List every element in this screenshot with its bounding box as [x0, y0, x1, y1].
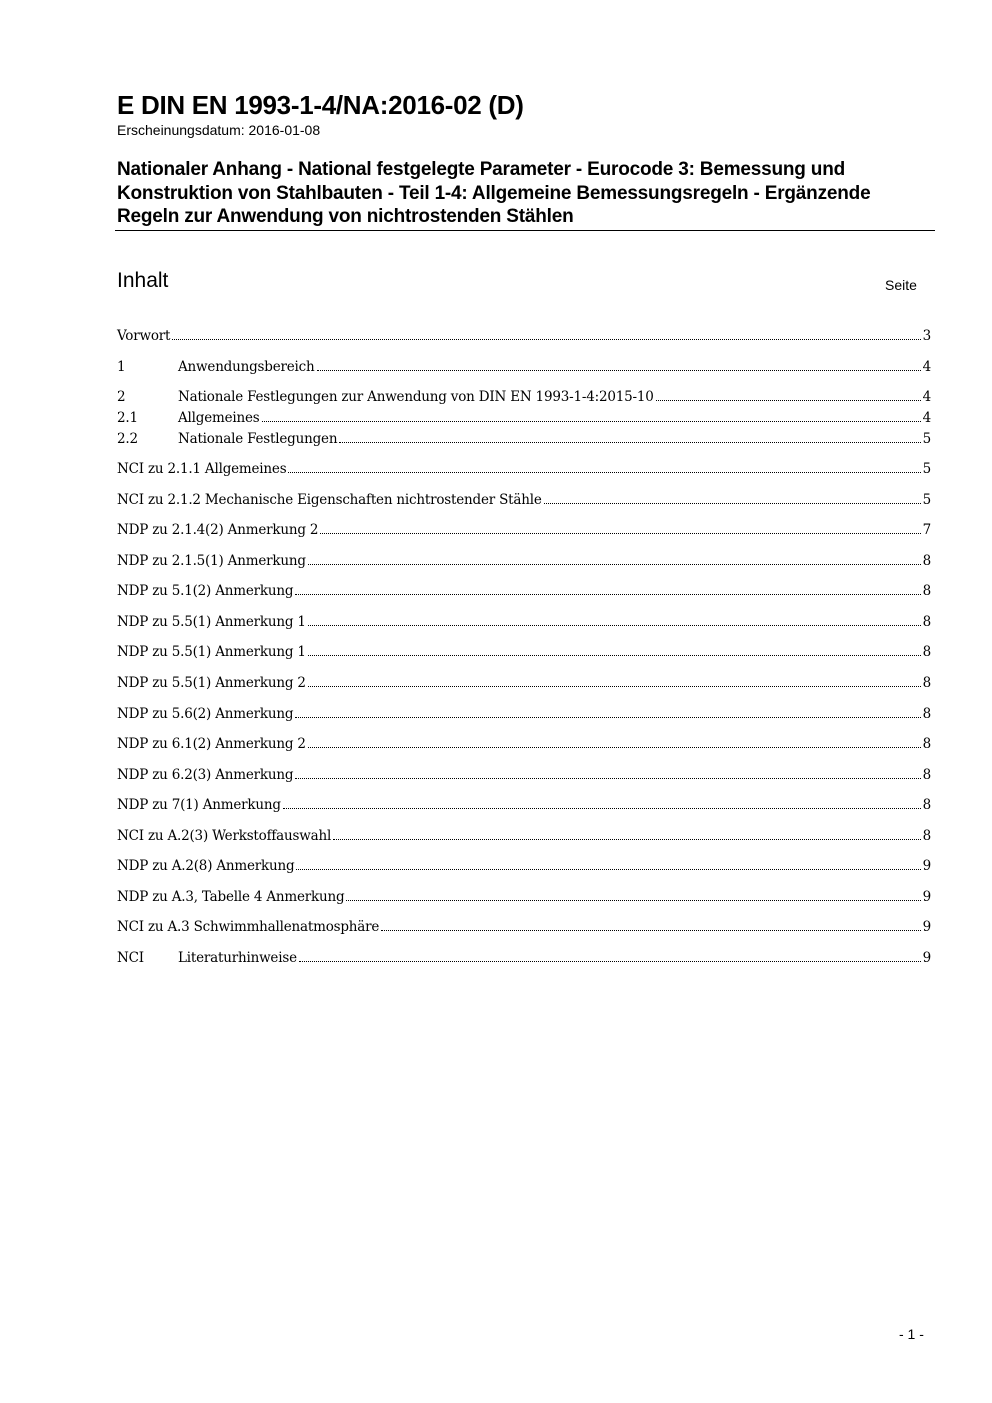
toc-leader: [296, 855, 920, 870]
toc-entry-title: NDP zu 6.1(2) Anmerkung 2: [117, 736, 306, 752]
toc-leader: [308, 641, 921, 656]
toc-entry[interactable]: [117, 579, 931, 599]
toc-entry-title: NDP zu 5.6(2) Anmerkung: [117, 706, 294, 722]
toc-leader: [288, 458, 920, 473]
title-divider: [115, 230, 935, 231]
toc-entry-number: 2: [117, 389, 126, 405]
toc-entry-title: Vorwort: [117, 328, 171, 344]
toc-leader: [308, 733, 921, 748]
toc-entry-page: 5: [922, 492, 931, 508]
toc-entry-page: 8: [922, 614, 931, 630]
toc-leader: [308, 550, 921, 565]
toc-entry[interactable]: [117, 763, 931, 783]
toc-leader: [262, 407, 921, 422]
toc-entry-title: NDP zu 5.1(2) Anmerkung: [117, 583, 294, 599]
toc-entry[interactable]: [117, 915, 931, 935]
toc-entry[interactable]: [117, 854, 931, 874]
toc-leader: [381, 916, 920, 931]
toc-leader: [308, 672, 921, 687]
toc-entry[interactable]: [117, 824, 931, 844]
toc-leader: [320, 519, 920, 534]
toc-entry-page: 8: [922, 644, 931, 660]
toc-entry[interactable]: [117, 518, 931, 538]
toc-entry-page: 5: [922, 461, 931, 477]
toc-entry[interactable]: [117, 732, 931, 752]
toc-entry-page: 8: [922, 675, 931, 691]
toc-leader: [317, 356, 921, 371]
publication-date: Erscheinungsdatum: 2016-01-08: [117, 122, 321, 138]
toc-entry-number: 1: [117, 359, 126, 375]
toc-leader: [299, 947, 921, 962]
toc-entry-page: 4: [922, 359, 931, 375]
toc-entry-page: 8: [922, 706, 931, 722]
toc-entry[interactable]: [117, 793, 931, 813]
toc-entry-title: NDP zu 5.5(1) Anmerkung 1: [117, 614, 306, 630]
toc-leader: [656, 386, 921, 401]
toc-entry[interactable]: [117, 610, 931, 630]
toc-entry-page: 5: [922, 431, 931, 447]
toc-entry-number: NCI: [117, 950, 144, 966]
toc-entry-title: NDP zu 2.1.5(1) Anmerkung: [117, 553, 306, 569]
toc-entry-title: NCI zu 2.1.1 Allgemeines: [117, 461, 287, 477]
toc-entry-title: NDP zu 5.5(1) Anmerkung 1: [117, 644, 306, 660]
toc-entry-page: 8: [922, 583, 931, 599]
toc-entry-page: 4: [922, 410, 931, 426]
toc-leader: [283, 794, 921, 809]
toc-entry[interactable]: [117, 324, 931, 344]
toc-entry-title: NCI zu A.3 Schwimmhallenatmosphäre: [117, 919, 380, 935]
toc-entry-page: 8: [922, 828, 931, 844]
toc-entry-number: 2.2: [117, 431, 138, 447]
toc-entry-title: Nationale Festlegungen: [178, 431, 338, 447]
toc-entry-page: 8: [922, 767, 931, 783]
toc-entry-title: Allgemeines: [178, 410, 260, 426]
toc-entry-number: 2.1: [117, 410, 138, 426]
toc-entry[interactable]: [117, 671, 931, 691]
toc-leader: [339, 428, 920, 443]
page-number: - 1 -: [899, 1326, 924, 1342]
toc-entry[interactable]: [117, 640, 931, 660]
toc-entry[interactable]: [117, 427, 931, 447]
toc-entry[interactable]: [117, 488, 931, 508]
toc-entry-page: 9: [922, 919, 931, 935]
toc-entry[interactable]: [117, 355, 931, 375]
toc-heading: Inhalt: [117, 269, 169, 292]
toc-entry-page: 3: [922, 328, 931, 344]
toc-entry-page: 8: [922, 797, 931, 813]
toc-leader: [295, 703, 920, 718]
toc-entry-title: NDP zu A.3, Tabelle 4 Anmerkung: [117, 889, 345, 905]
toc-entry-title: Literaturhinweise: [178, 950, 297, 966]
toc-entry[interactable]: [117, 457, 931, 477]
toc-entry-title: Anwendungsbereich: [178, 359, 315, 375]
toc-entry[interactable]: [117, 946, 931, 966]
toc-entry-title: NDP zu 2.1.4(2) Anmerkung 2: [117, 522, 319, 538]
toc-page-column-heading: Seite: [885, 277, 917, 293]
document-title: Nationaler Anhang - National festgelegte Parameter - Eurocode 3: Bemessung und Konstruktion von Stahlbauten - Teil 1-4: Allgemeine Bemessungsregeln - Ergänzende Regeln zur Anwendung von nichtrostenden Stählen: [117, 159, 871, 227]
toc-entry-page: 9: [922, 858, 931, 874]
toc-leader: [544, 489, 921, 504]
toc-entry-page: 9: [922, 950, 931, 966]
toc-entry-page: 8: [922, 553, 931, 569]
toc-entry-title: Nationale Festlegungen zur Anwendung von DIN EN 1993-1-4:2015-10: [178, 389, 654, 405]
toc-leader: [295, 580, 920, 595]
toc-leader: [346, 886, 920, 901]
toc-entry[interactable]: [117, 549, 931, 569]
toc-entry[interactable]: [117, 406, 931, 426]
toc-leader: [308, 611, 921, 626]
toc-entry-page: 4: [922, 389, 931, 405]
toc-entry-page: 7: [922, 522, 931, 538]
toc-entry[interactable]: [117, 702, 931, 722]
toc-leader: [295, 764, 920, 779]
toc-entry-title: NDP zu A.2(8) Anmerkung: [117, 858, 295, 874]
toc-leader: [333, 825, 921, 840]
toc-entry[interactable]: [117, 385, 931, 405]
toc-entry-page: 9: [922, 889, 931, 905]
toc-entry-title: NCI zu A.2(3) Werkstoffauswahl: [117, 828, 332, 844]
toc-entry[interactable]: [117, 885, 931, 905]
toc-entry-title: NDP zu 5.5(1) Anmerkung 2: [117, 675, 306, 691]
toc-entry-page: 8: [922, 736, 931, 752]
toc-leader: [172, 325, 920, 340]
toc-entry-title: NCI zu 2.1.2 Mechanische Eigenschaften nichtrostender Stähle: [117, 492, 542, 508]
toc-entry-title: NDP zu 7(1) Anmerkung: [117, 797, 281, 813]
toc-entry-title: NDP zu 6.2(3) Anmerkung: [117, 767, 294, 783]
document-id: E DIN EN 1993-1-4/NA:2016-02 (D): [117, 90, 524, 120]
